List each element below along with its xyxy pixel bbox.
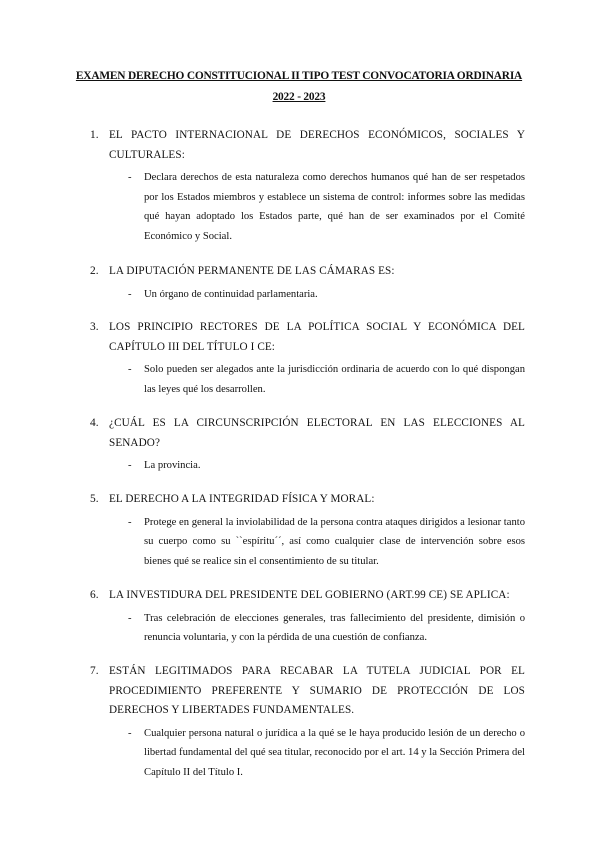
- answer-text: Tras celebración de elecciones generales, tras fallecimiento del presidente, dimisión o renuncia voluntaria, y con la pérdida de una cuestión de confianza.: [144, 612, 525, 643]
- answer-dash: -: [128, 612, 132, 624]
- answer-text: Cualquier persona natural o jurídica a la qué se le haya producido lesión de un derecho o libertad fundamental del qué sea titular, reconocido por el art. 14 y la Sección Primera del Capítulo II del Título I.: [144, 727, 525, 778]
- answer: [128, 724, 525, 783]
- answer-dash: -: [128, 364, 132, 375]
- question-text: LOS PRINCIPIO RECTORES DE LA POLÍTICA SOCIAL Y ECONÓMICA DEL CAPÍTULO III DEL TÍTULO I CE:: [109, 321, 525, 353]
- title-line-1: EXAMEN DERECHO CONSTITUCIONAL II TIPO TEST CONVOCATORIA ORDINARIA: [75, 70, 523, 82]
- question-4: [90, 414, 525, 476]
- answer: [128, 609, 525, 648]
- answer: [128, 456, 525, 476]
- question-7: [90, 662, 525, 782]
- question-text: ESTÁN LEGITIMADOS PARA RECABAR LA TUTELA JUDICIAL POR EL PROCEDIMIENTO PREFERENTE Y SUMARIO DE PROTECCIÓN DE LOS DERECHOS Y LIBERTADES FUNDAMENTALES.: [109, 665, 525, 716]
- answer-text: Protege en general la inviolabilidad de la persona contra ataques dirigidos a lesionar tanto su cuerpo como su ``espíritu´´, así como cualquier clase de intervención sobre esos bienes qué se realice sin el consentimiento de su titular.: [144, 516, 525, 567]
- answer: [128, 168, 525, 246]
- question-text: LA INVESTIDURA DEL PRESIDENTE DEL GOBIERNO (ART.99 CE) SE APLICA:: [109, 589, 510, 601]
- question-number: 5.: [90, 493, 99, 505]
- answer-text: Solo pueden ser alegados ante la jurisdicción ordinaria de acuerdo con lo qué dispongan las leyes qué los desarrollen.: [144, 364, 525, 395]
- answer: [128, 513, 525, 572]
- answer-dash: -: [128, 288, 132, 300]
- question-number: 1.: [90, 129, 99, 141]
- question-text: LA DIPUTACIÓN PERMANENTE DE LAS CÁMARAS ES:: [109, 265, 395, 277]
- answer-text: Un órgano de continuidad parlamentaria.: [144, 288, 318, 300]
- question-number: 6.: [90, 589, 99, 601]
- answer-dash: -: [128, 172, 132, 183]
- question-text: EL PACTO INTERNACIONAL DE DERECHOS ECONÓMICOS, SOCIALES Y CULTURALES:: [109, 129, 525, 161]
- answer-dash: -: [128, 516, 132, 528]
- title-line-2: 2022 - 2023: [272, 91, 326, 103]
- question-number: 3.: [90, 321, 99, 333]
- answer-dash: -: [128, 727, 132, 739]
- question-3: [90, 318, 525, 399]
- answer-dash: -: [128, 460, 132, 471]
- question-6: [90, 586, 525, 648]
- answer-text: La provincia.: [144, 460, 201, 471]
- question-5: [90, 490, 525, 571]
- question-text: ¿CUÁL ES LA CIRCUNSCRIPCIÓN ELECTORAL EN LAS ELECCIONES AL SENADO?: [109, 417, 525, 449]
- question-number: 7.: [90, 665, 99, 677]
- question-text: EL DERECHO A LA INTEGRIDAD FÍSICA Y MORAL:: [109, 493, 375, 505]
- document-title: [74, 66, 524, 108]
- answer-text: Declara derechos de esta naturaleza como derechos humanos qué han de ser respetados por los Estados miembros y establece un sistema de control: informes sobre las medidas qué hayan adoptado los Estados parte, qué han de ser examinados por el Comité Económico y Social.: [144, 172, 525, 242]
- answer: [128, 285, 525, 305]
- answer: [128, 360, 525, 399]
- question-2: [90, 262, 525, 304]
- question-number: 2.: [90, 265, 99, 277]
- question-number: 4.: [90, 417, 99, 429]
- question-1: [90, 126, 525, 246]
